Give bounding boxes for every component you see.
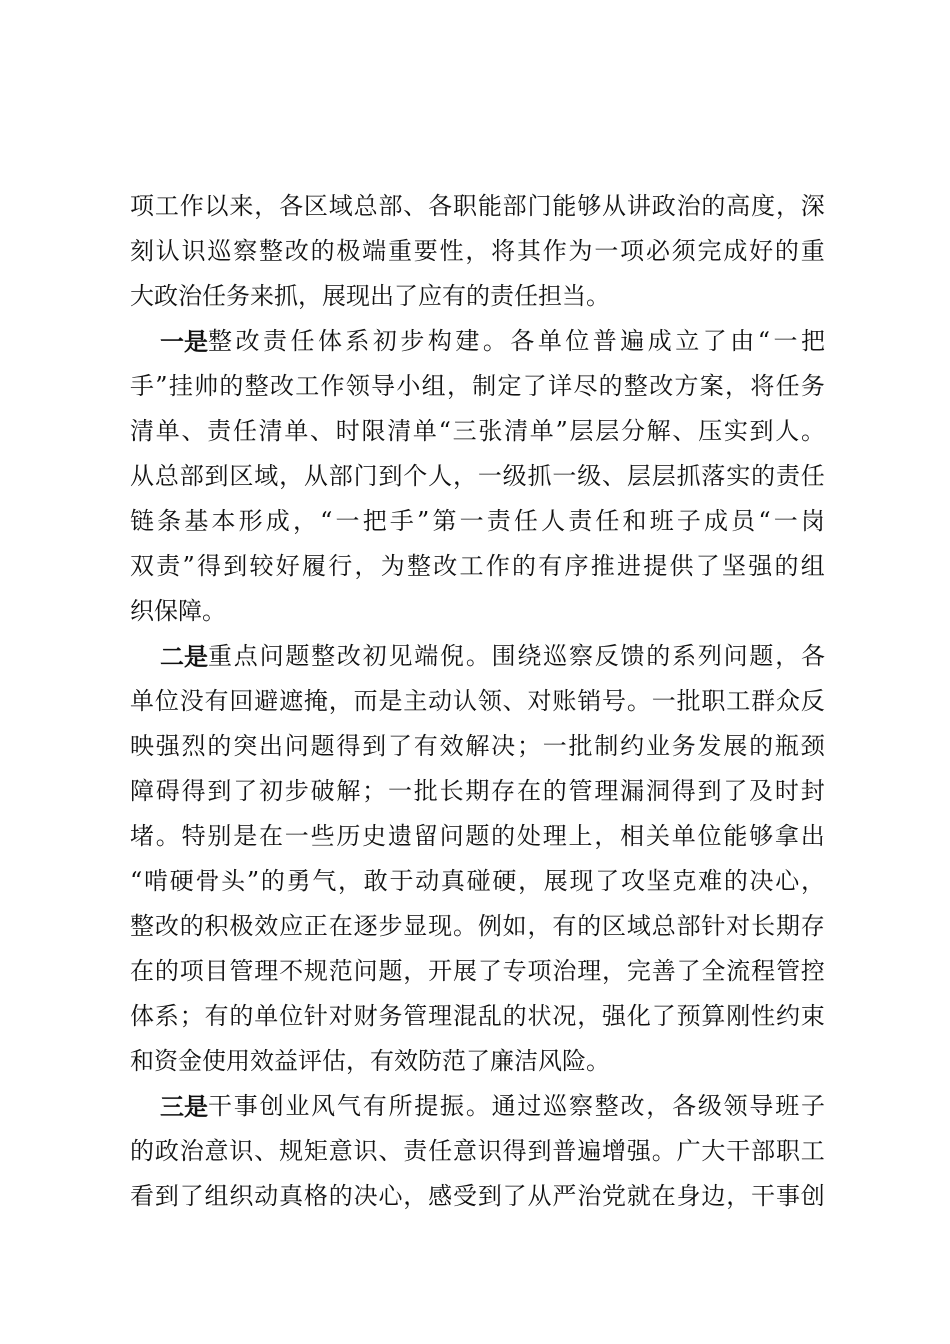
text-line: 从 总 部 到 区 域 ， 从 部 门 到 个 人 ， 一 级 抓 一 级 、 层 层 抓 落 实 的 责 任	[130, 462, 825, 490]
text-line: 干 事 创 业 风 气 有 所 提 振 。 通 过 巡 察 整 改 ， 各 级 领 导 班 子	[208, 1092, 825, 1120]
text-line: 在 的 项 目 管 理 不 规 范 问 题 ， 开 展 了 专 项 治 理 ， 完 善 了 全 流 程 管 控	[130, 957, 825, 985]
text-line: “ 啃 硬 骨 头 ” 的 勇 气 ， 敢 于 动 真 碰 硬 ， 展 现 了 攻 坚 克 难 的 决 心 ，	[130, 867, 825, 895]
text-line: 项 工 作 以 来 ， 各 区 域 总 部 、 各 职 能 部 门 能 够 从 讲 政 治 的 高 度 ， 深	[130, 192, 825, 220]
text-line: 障 碍 得 到 了 初 步 破 解 ； 一 批 长 期 存 在 的 管 理 漏 洞 得 到 了 及 时 封	[130, 777, 825, 805]
text-line: 链 条 基 本 形 成 ， “ 一 把 手 ” 第 一 责 任 人 责 任 和 班 子 成 员 “ 一 岗	[130, 507, 825, 535]
text-line: 体 系 ； 有 的 单 位 针 对 财 务 管 理 混 乱 的 状 况 ， 强 化 了 预 算 刚 性 约 束	[130, 1002, 825, 1030]
paragraph-lead: 二是	[160, 642, 208, 671]
paragraph-intro	[130, 184, 825, 319]
paragraph-point-two	[130, 634, 825, 1084]
text-line: 堵 。 特 别 是 在 一 些 历 史 遗 留 问 题 的 处 理 上 ， 相 关 单 位 能 够 拿 出	[130, 822, 825, 850]
text-line-first	[130, 319, 825, 364]
text-line: 的 政 治 意 识 、 规 矩 意 识 、 责 任 意 识 得 到 普 遍 增 强 。 广 大 干 部 职 工	[130, 1137, 825, 1165]
paragraph-point-three	[130, 1084, 825, 1219]
document-page	[130, 184, 825, 1219]
text-line: 重 点 问 题 整 改 初 见 端 倪 。 围 绕 巡 察 反 馈 的 系 列 问 题 ， 各	[208, 642, 825, 670]
text-line: 映 强 烈 的 突 出 问 题 得 到 了 有 效 解 决 ； 一 批 制 约 业 务 发 展 的 瓶 颈	[130, 732, 825, 760]
paragraph-point-one	[130, 319, 825, 634]
text-line: 刻 认 识 巡 察 整 改 的 极 端 重 要 性 ， 将 其 作 为 一 项 必 须 完 成 好 的 重	[130, 237, 825, 265]
text-line: 和资金使用效益评估，有效防范了廉洁风险。	[130, 1047, 610, 1075]
text-line-first	[130, 1084, 825, 1129]
text-line: 大政治任务来抓，展现出了应有的责任担当。	[130, 282, 610, 310]
text-line: 整 改 的 积 极 效 应 正 在 逐 步 显 现 。 例 如 ， 有 的 区 域 总 部 针 对 长 期 存	[130, 912, 825, 940]
text-line: 看 到 了 组 织 动 真 格 的 决 心 ， 感 受 到 了 从 严 治 党 就 在 身 边 ， 干 事 创	[130, 1182, 825, 1210]
text-line: 整 改 责 任 体 系 初 步 构 建 。 各 单 位 普 遍 成 立 了 由 “ 一 把	[208, 327, 825, 355]
paragraph-lead: 一是	[160, 327, 208, 356]
text-line-first	[130, 634, 825, 679]
text-line: 织保障。	[130, 597, 226, 625]
text-line: 单 位 没 有 回 避 遮 掩 ， 而 是 主 动 认 领 、 对 账 销 号 。 一 批 职 工 群 众 反	[130, 687, 825, 715]
text-line: 手 ” 挂 帅 的 整 改 工 作 领 导 小 组 ， 制 定 了 详 尽 的 整 改 方 案 ， 将 任 务	[130, 372, 825, 400]
text-line: 清 单 、 责 任 清 单 、 时 限 清 单 “ 三 张 清 单 ” 层 层 分 解 、 压 实 到 人 。	[130, 417, 825, 445]
text-line: 双 责 ” 得 到 较 好 履 行 ， 为 整 改 工 作 的 有 序 推 进 提 供 了 坚 强 的 组	[130, 552, 825, 580]
paragraph-lead: 三是	[160, 1092, 208, 1121]
